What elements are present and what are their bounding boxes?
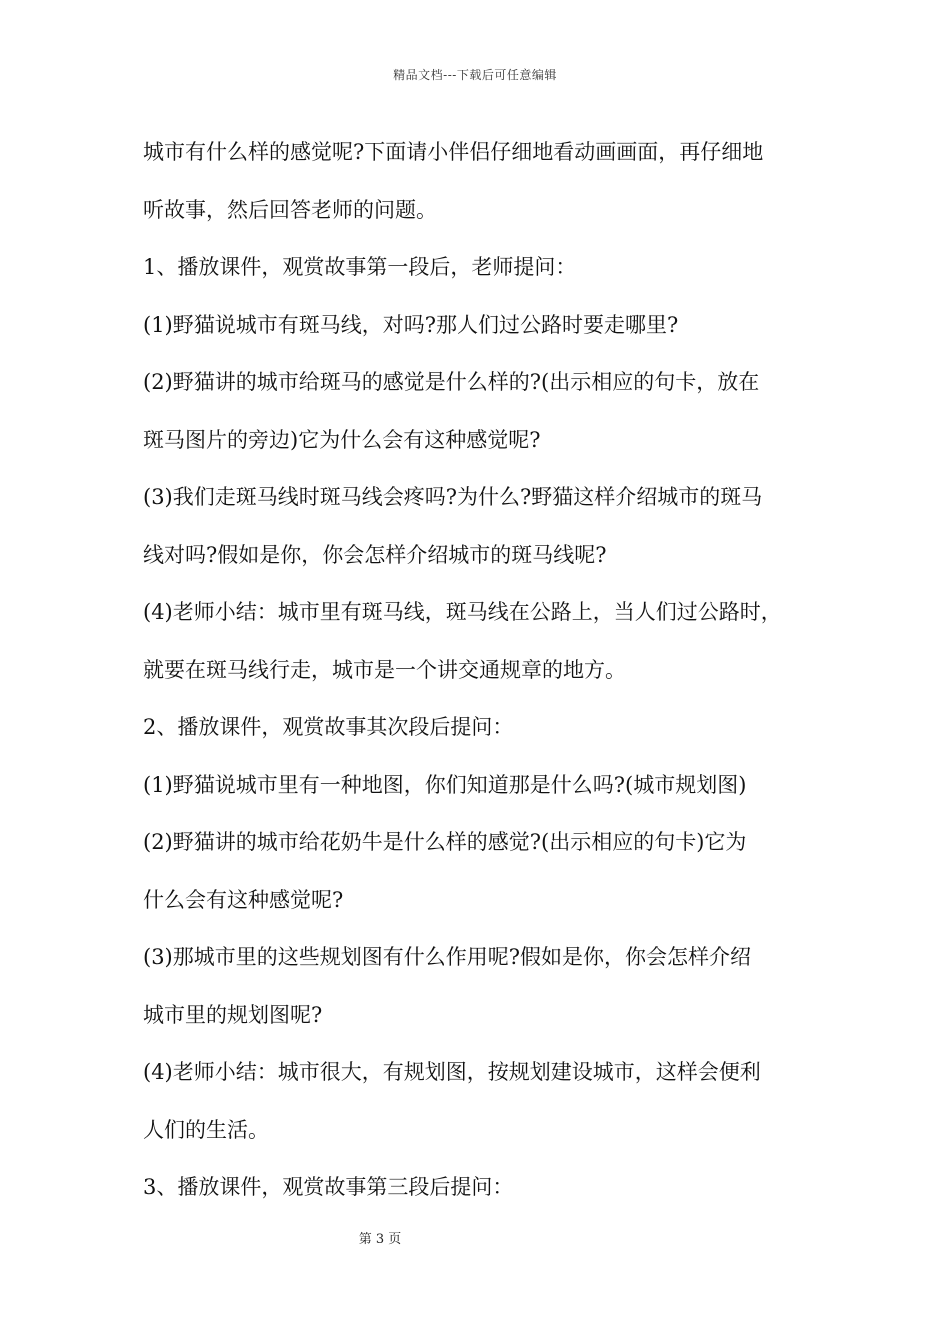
paragraph-line: (2)野猫讲的城市给斑马的感觉是什么样的?(出示相应的句卡，放在 (143, 370, 760, 394)
paragraph-line: 人们的生活。 (143, 1117, 269, 1142)
paragraph-line: 斑马图片的旁边)它为什么会有这种感觉呢? (143, 427, 541, 452)
paragraph-line: (4)老师小结：城市里有斑马线，斑马线在公路上，当人们过公路时， (143, 600, 782, 624)
paragraph-line: 就要在斑马线行走，城市是一个讲交通规章的地方。 (143, 657, 626, 682)
paragraph-line: (3)我们走斑马线时斑马线会疼吗?为什么?野猫这样介绍城市的斑马 (143, 485, 763, 509)
paragraph-line: (1)野猫说城市里有一种地图，你们知道那是什么吗?(城市规划图) (143, 772, 747, 797)
paragraph-line: 2、播放课件，观赏故事其次段后提问： (143, 715, 514, 739)
paragraph-line: 城市有什么样的感觉呢?下面请小伴侣仔细地看动画画面，再仔细地 (143, 140, 764, 164)
paragraph-line: 3、播放课件，观赏故事第三段后提问： (143, 1175, 514, 1199)
paragraph-line: 城市里的规划图呢? (143, 1002, 323, 1027)
paragraph-line: (2)野猫讲的城市给花奶牛是什么样的感觉?(出示相应的句卡)它为 (143, 830, 747, 854)
paragraph-line: (1)野猫说城市有斑马线，对吗?那人们过公路时要走哪里? (143, 312, 679, 337)
paragraph-line: 线对吗?假如是你，你会怎样介绍城市的斑马线呢? (143, 542, 607, 567)
paragraph-line: (3)那城市里的这些规划图有什么作用呢?假如是你，你会怎样介绍 (143, 945, 752, 969)
paragraph-line: 听故事，然后回答老师的问题。 (143, 197, 437, 222)
document-body (143, 128, 828, 1221)
paragraph-line: 什么会有这种感觉呢? (143, 887, 344, 912)
page-header: 精品文档---下载后可任意编辑 (393, 68, 557, 82)
paragraph-line: 1、播放课件，观赏故事第一段后，老师提问： (143, 255, 577, 279)
page-number: 第 3 页 (358, 1232, 402, 1247)
paragraph-line: (4)老师小结：城市很大，有规划图，按规划建设城市，这样会便利 (143, 1060, 761, 1084)
